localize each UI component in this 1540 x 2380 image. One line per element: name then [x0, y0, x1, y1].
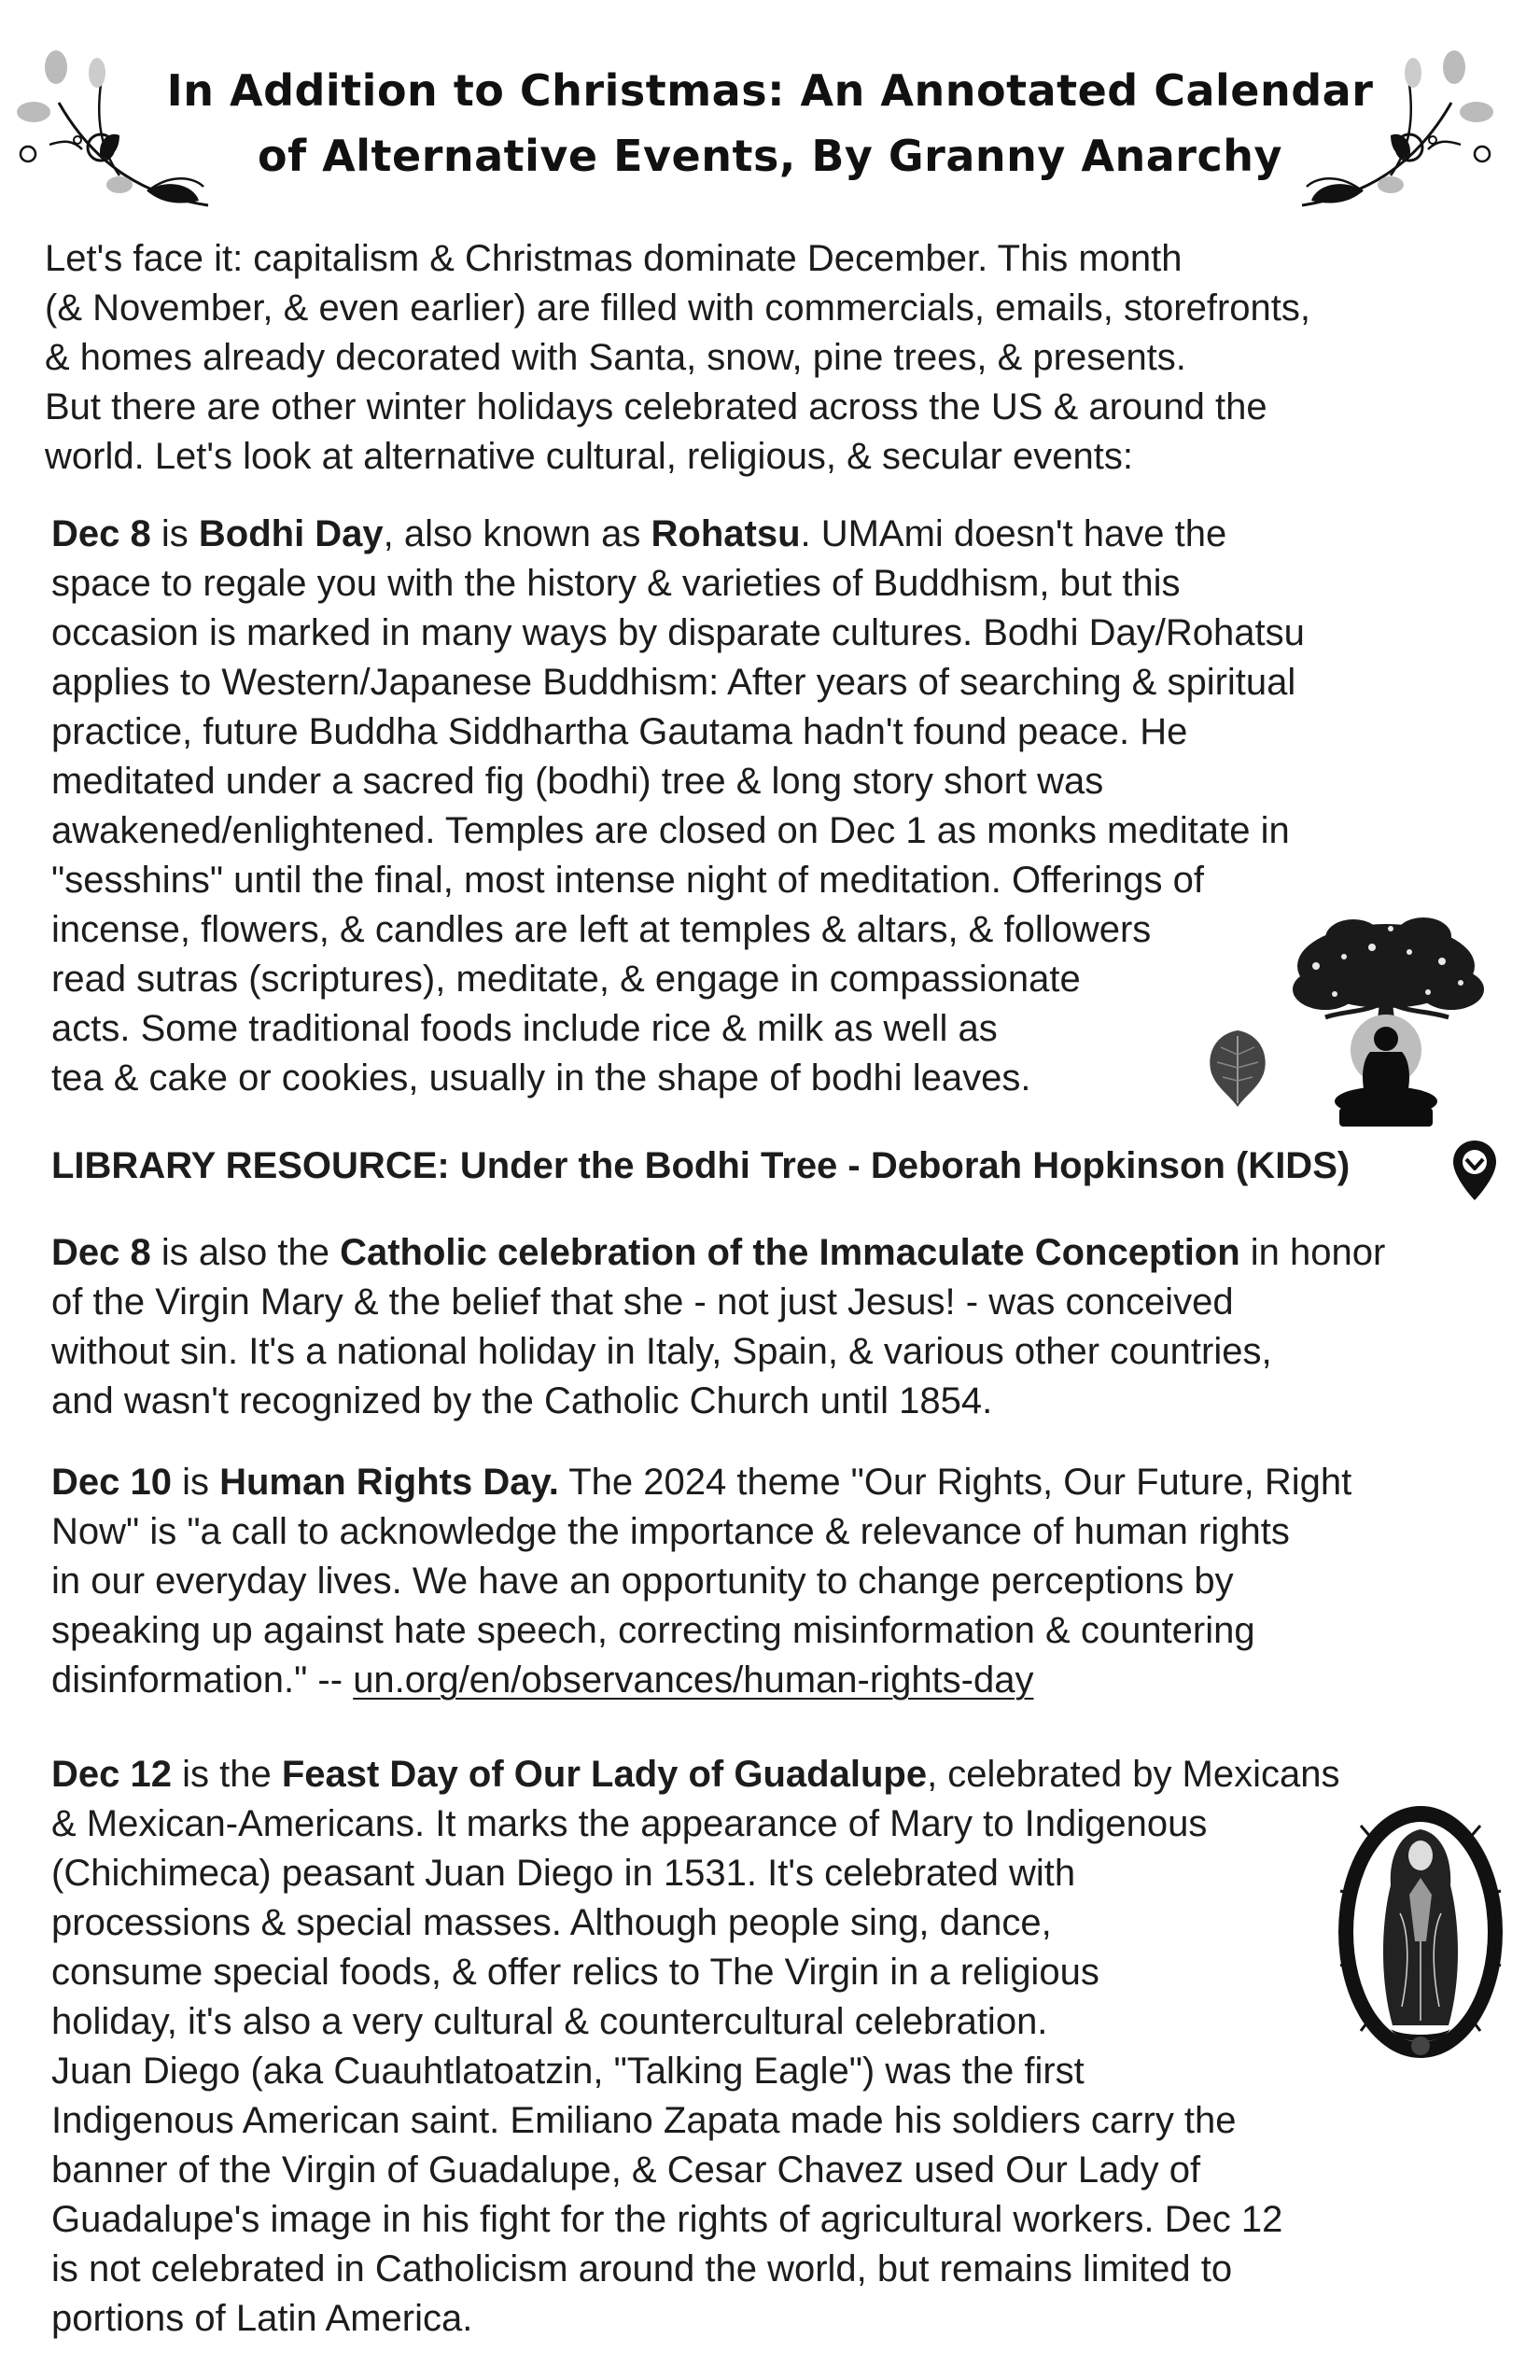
- title-line-2: of Alternative Events, By Granny Anarchy: [258, 131, 1282, 181]
- bodhi-line: incense, flowers, & candles are left at temples & altars, & followers: [51, 909, 1152, 950]
- intro-paragraph: [45, 234, 1310, 482]
- intro-line: & homes already decorated with Santa, snow, pine trees, & presents.: [45, 337, 1186, 378]
- guadalupe-name: Feast Day of Our Lady of Guadalupe: [281, 1754, 928, 1795]
- immaculate-line: and wasn't recognized by the Catholic Church until 1854.: [51, 1380, 993, 1421]
- human-rights-last-line: [51, 1656, 1351, 1705]
- right-leaf-sprig-icon: [1288, 47, 1503, 215]
- intro-line: (& November, & even earlier) are filled with commercials, emails, storefronts,: [45, 287, 1311, 329]
- left-leaf-sprig-icon: [7, 47, 222, 215]
- immaculate-name: Catholic celebration of the Immaculate Conception: [340, 1232, 1240, 1273]
- bodhi-date: Dec 8: [51, 513, 151, 554]
- text: in honor: [1239, 1232, 1386, 1273]
- bodhi-day-section: [51, 510, 1305, 1103]
- immaculate-line: of the Virgin Mary & the belief that she - not just Jesus! - was conceived: [51, 1281, 1234, 1323]
- guadalupe-line: consume special foods, & offer relics to The Virgin in a religious: [51, 1952, 1099, 1993]
- guadalupe-line: portions of Latin America.: [51, 2298, 473, 2339]
- bodhi-leaf-icon: [1204, 1027, 1271, 1111]
- bodhi-line: space to regale you with the history & varieties of Buddhism, but this: [51, 563, 1181, 604]
- intro-line: world. Let's look at alternative cultural, religious, & secular events:: [45, 436, 1133, 477]
- library-resource-text: LIBRARY RESOURCE: Under the Bodhi Tree - Deborah Hopkinson (KIDS): [51, 1145, 1351, 1186]
- human-rights-line: Now" is "a call to acknowledge the importance & relevance of human rights: [51, 1511, 1290, 1552]
- text: is the: [171, 1754, 282, 1795]
- bodhi-line: tea & cake or cookies, usually in the shape of bodhi leaves.: [51, 1057, 1031, 1099]
- un-observances-link[interactable]: un.org/en/observances/human-rights-day: [353, 1659, 1034, 1701]
- text: , celebrated by Mexicans: [927, 1754, 1340, 1795]
- guadalupe-section: [51, 1750, 1340, 2344]
- text: The 2024 theme "Our Rights, Our Future, Right: [558, 1462, 1352, 1503]
- bodhi-line: acts. Some traditional foods include rice & milk as well as: [51, 1008, 998, 1049]
- guadalupe-line: Guadalupe's image in his fight for the rights of agricultural workers. Dec 12: [51, 2199, 1283, 2240]
- immaculate-first-line: [51, 1228, 1385, 1278]
- buddha-bodhi-tree-icon: [1288, 910, 1489, 1134]
- bodhi-line: practice, future Buddha Siddhartha Gautama hadn't found peace. He: [51, 711, 1188, 752]
- bodhi-name: Bodhi Day: [198, 513, 384, 554]
- guadalupe-line: (Chichimeca) peasant Juan Diego in 1531. It's celebrated with: [51, 1853, 1076, 1894]
- text: is: [171, 1462, 220, 1503]
- human-rights-day-section: [51, 1458, 1351, 1705]
- guadalupe-line: Juan Diego (aka Cuauhtlatoatzin, "Talking Eagle") was the first: [51, 2051, 1085, 2092]
- location-pin-icon: [1451, 1139, 1498, 1202]
- text: . UMAmi doesn't have the: [800, 513, 1227, 554]
- human-rights-name: Human Rights Day.: [219, 1462, 559, 1503]
- bodhi-line: occasion is marked in many ways by disparate cultures. Bodhi Day/Rohatsu: [51, 612, 1305, 653]
- guadalupe-line: Indigenous American saint. Emiliano Zapata made his soldiers carry the: [51, 2100, 1237, 2141]
- text: is also the: [150, 1232, 341, 1273]
- library-resource: [51, 1141, 1350, 1191]
- title-line-1: In Addition to Christmas: An Annotated Calendar: [166, 65, 1374, 116]
- guadalupe-line: & Mexican-Americans. It marks the appearance of Mary to Indigenous: [51, 1803, 1208, 1844]
- guadalupe-line: holiday, it's also a very cultural & countercultural celebration.: [51, 2001, 1048, 2042]
- guadalupe-line: is not celebrated in Catholicism around the world, but remains limited to: [51, 2248, 1233, 2289]
- intro-line: But there are other winter holidays celebrated across the US & around the: [45, 386, 1267, 427]
- human-rights-line: in our everyday lives. We have an opportunity to change perceptions by: [51, 1561, 1234, 1602]
- guadalupe-line: banner of the Virgin of Guadalupe, & Cesar Chavez used Our Lady of: [51, 2149, 1201, 2191]
- bodhi-line: applies to Western/Japanese Buddhism: After years of searching & spiritual: [51, 662, 1296, 703]
- guadalupe-date: Dec 12: [51, 1754, 172, 1795]
- bodhi-line: meditated under a sacred fig (bodhi) tree & long story short was: [51, 761, 1104, 802]
- text: disinformation." --: [51, 1659, 354, 1701]
- text: , also known as: [383, 513, 651, 554]
- text: is: [150, 513, 199, 554]
- immaculate-conception-section: [51, 1228, 1385, 1426]
- bodhi-first-line: [51, 510, 1305, 559]
- human-rights-line: speaking up against hate speech, correcting misinformation & countering: [51, 1610, 1255, 1651]
- immaculate-date: Dec 8: [51, 1232, 151, 1273]
- virgin-of-guadalupe-icon: [1335, 1801, 1507, 2072]
- human-rights-first-line: [51, 1458, 1351, 1507]
- immaculate-line: without sin. It's a national holiday in Italy, Spain, & various other countries,: [51, 1331, 1272, 1372]
- human-rights-date: Dec 10: [51, 1462, 172, 1503]
- bodhi-line: "sesshins" until the final, most intense night of meditation. Offerings of: [51, 860, 1204, 901]
- page-title: [121, 58, 1419, 189]
- bodhi-line: read sutras (scriptures), meditate, & engage in compassionate: [51, 959, 1081, 1000]
- guadalupe-first-line: [51, 1750, 1340, 1799]
- bodhi-alias: Rohatsu: [651, 513, 801, 554]
- intro-line: Let's face it: capitalism & Christmas dominate December. This month: [45, 238, 1183, 279]
- bodhi-line: awakened/enlightened. Temples are closed on Dec 1 as monks meditate in: [51, 810, 1290, 851]
- guadalupe-line: processions & special masses. Although people sing, dance,: [51, 1902, 1052, 1943]
